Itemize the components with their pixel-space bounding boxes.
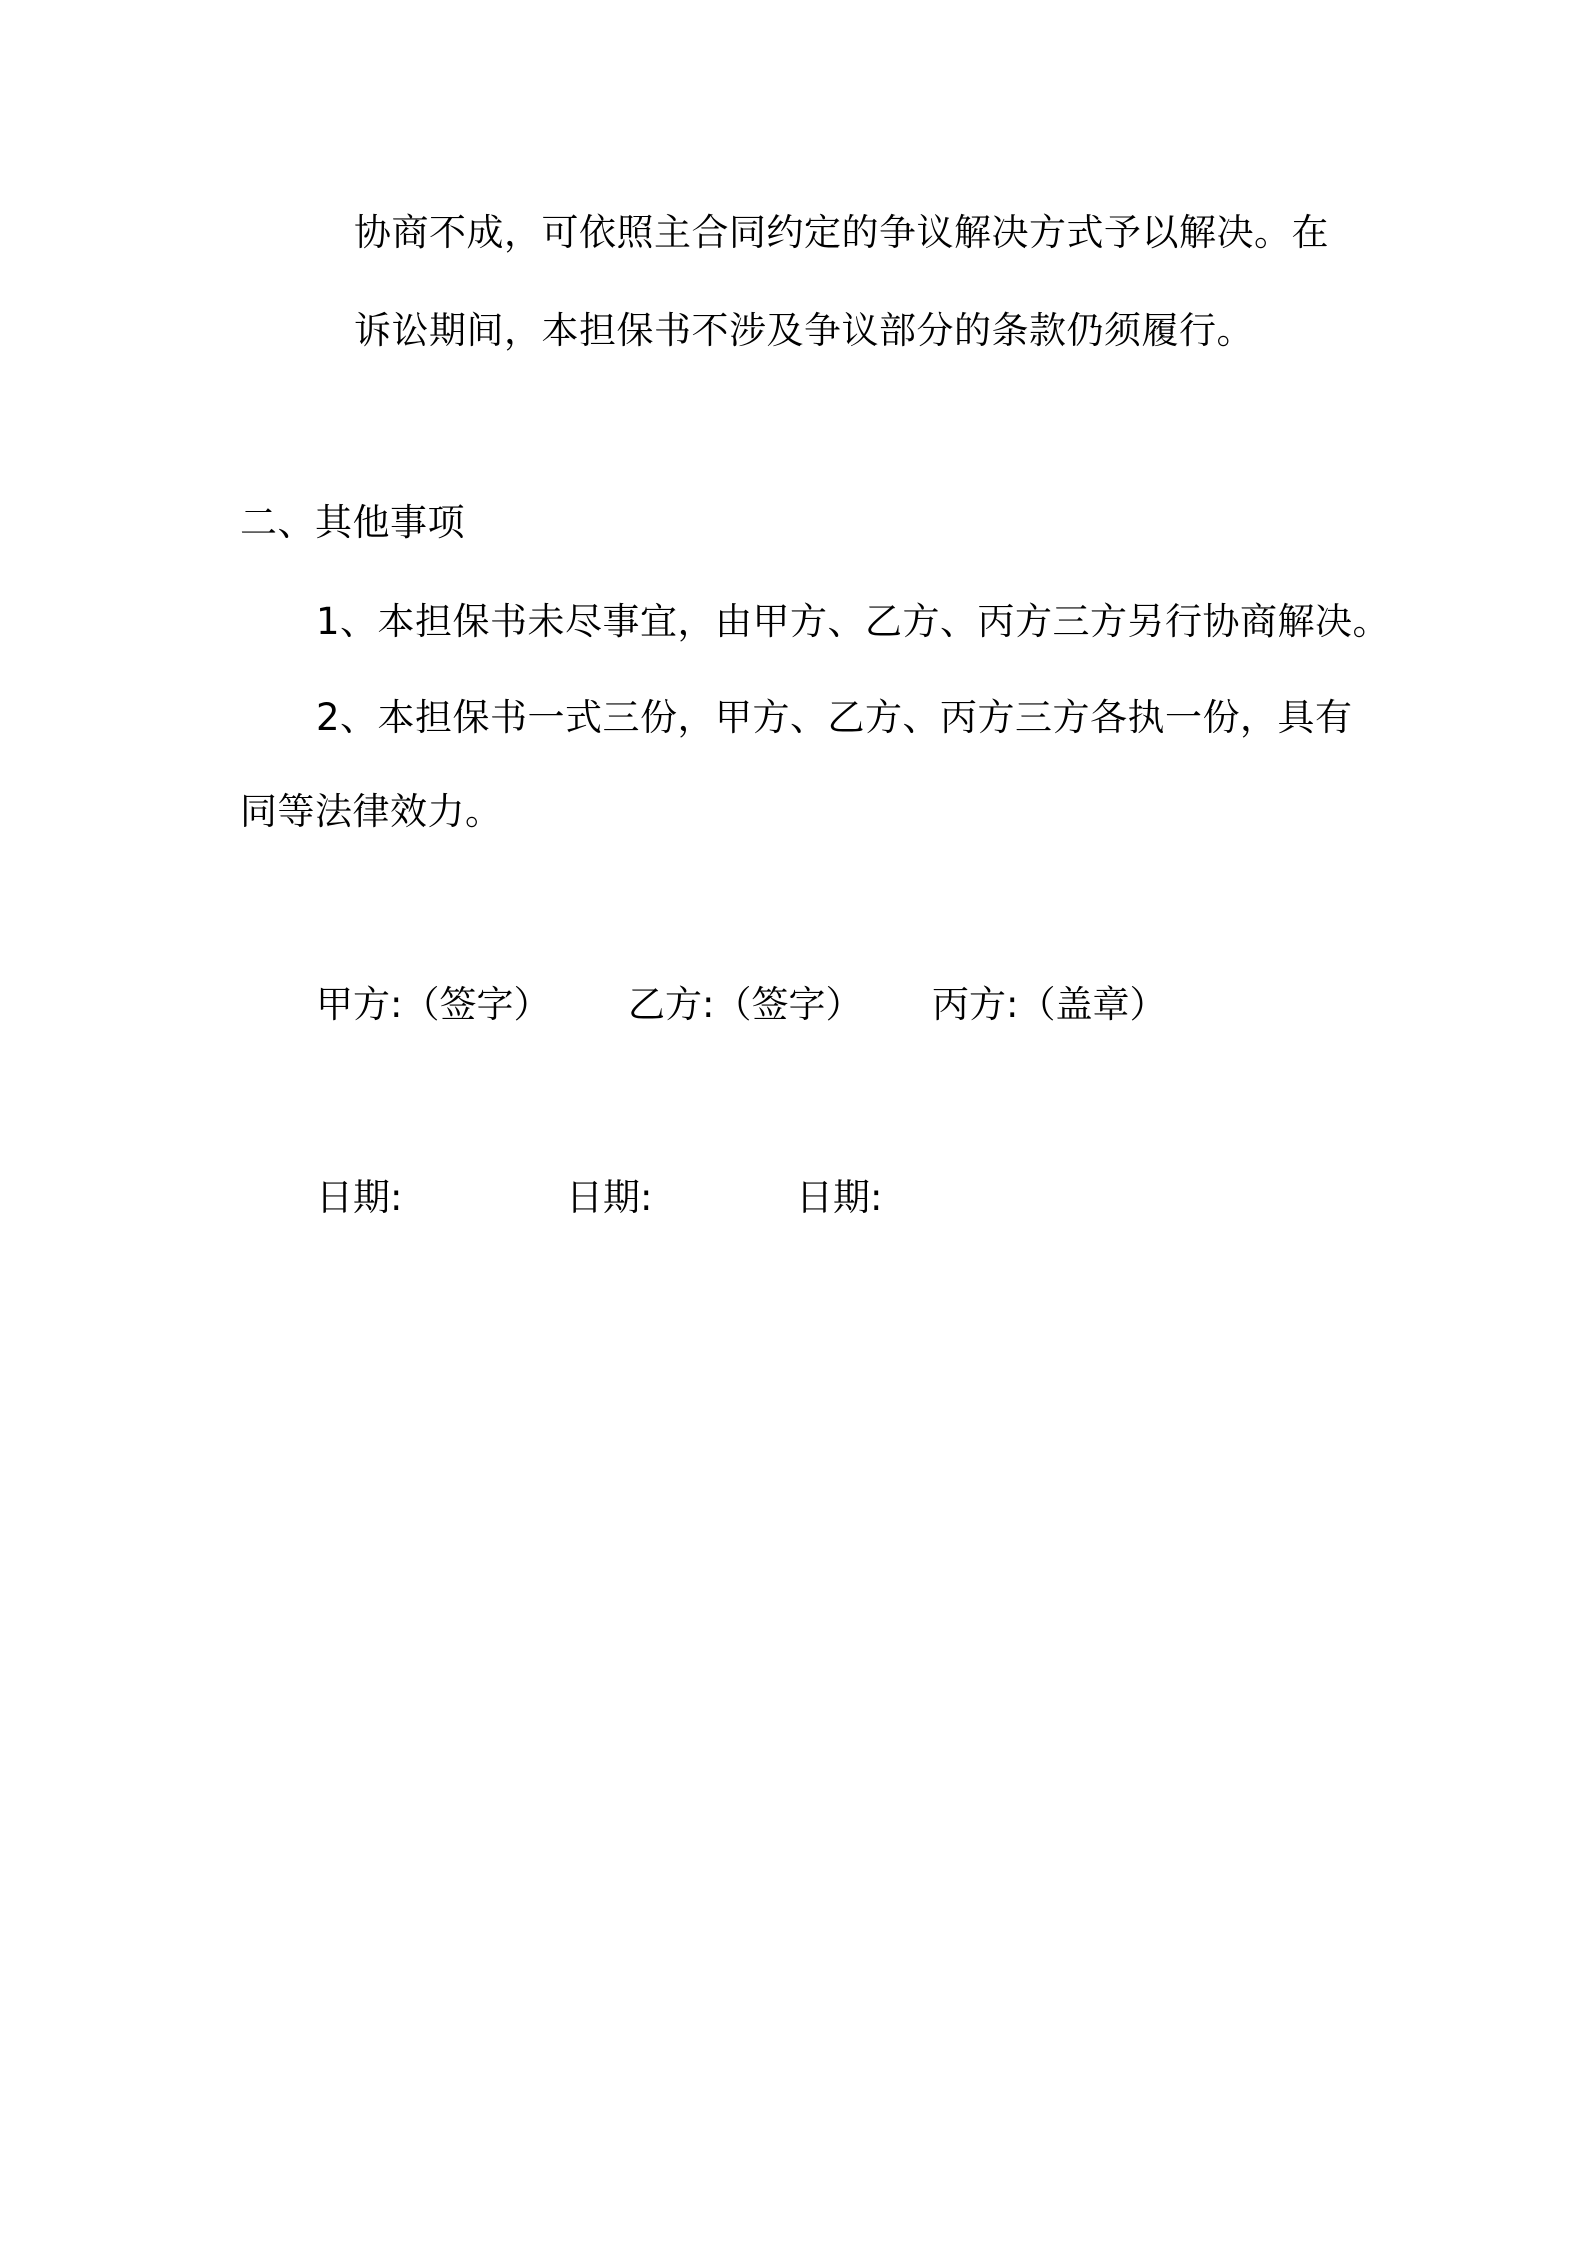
clause-item-2-line-2: 同等法律效力。	[240, 790, 503, 833]
clause-item-1: 1、本担保书未尽事宜，由甲方、乙方、丙方三方另行协商解决。	[316, 600, 1391, 643]
paragraph-continuation-line-1: 协商不成，可依照主合同约定的争议解决方式予以解决。在	[354, 211, 1329, 254]
signature-party-c: 丙方:（盖章）	[932, 983, 1167, 1026]
signature-party-b: 乙方:（签字）	[628, 983, 863, 1026]
signature-party-a: 甲方:（签字）	[316, 983, 551, 1026]
section-heading: 二、其他事项	[240, 501, 465, 544]
date-party-a: 日期:	[316, 1176, 403, 1219]
paragraph-continuation-line-2: 诉讼期间，本担保书不涉及争议部分的条款仍须履行。	[354, 309, 1254, 352]
date-party-b: 日期:	[566, 1176, 653, 1219]
clause-item-2-line-1: 2、本担保书一式三份，甲方、乙方、丙方三方各执一份，具有	[316, 696, 1353, 739]
date-party-c: 日期:	[796, 1176, 883, 1219]
